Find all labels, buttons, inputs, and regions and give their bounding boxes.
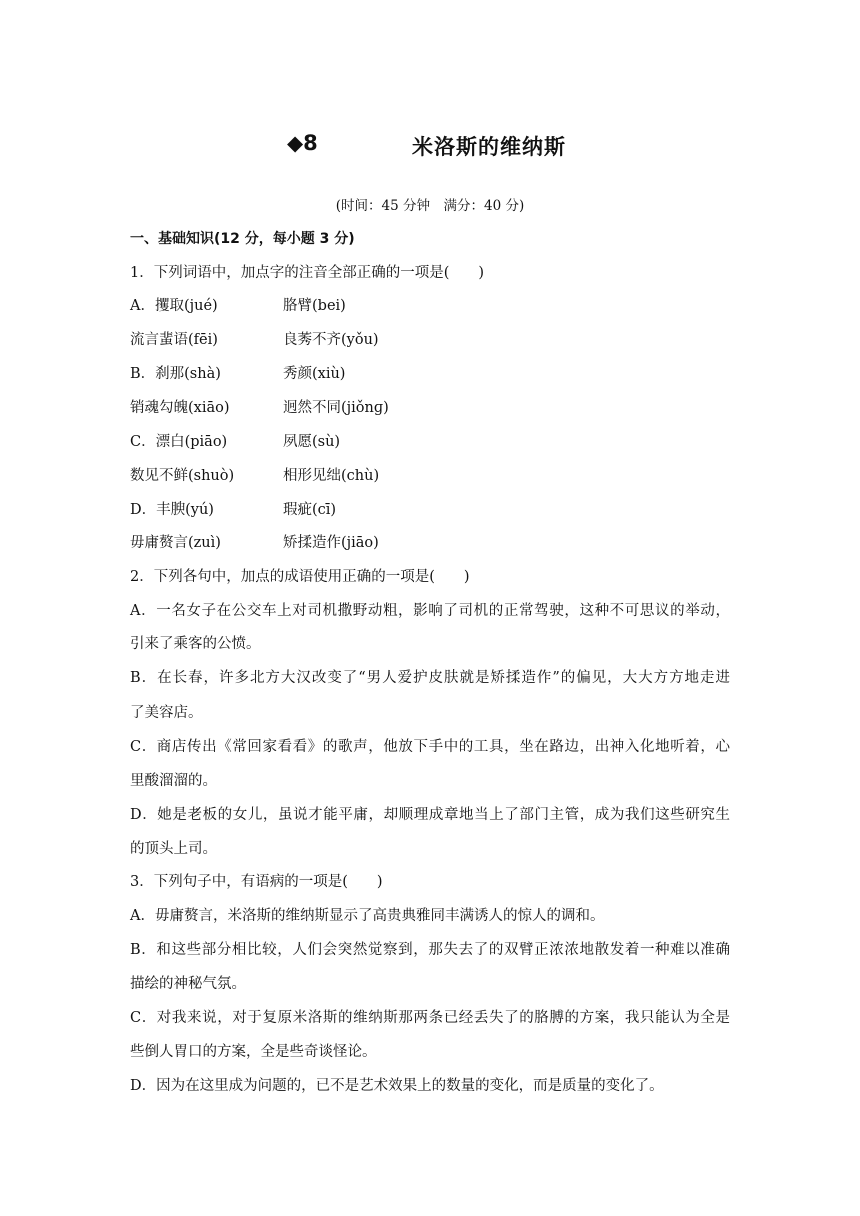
q2-line: D．她是老板的女儿，虽说才能平庸，却顺理成章地当上了部门主管，成为我们这些研究生 <box>130 807 730 823</box>
q2-line: 了美容店。 <box>130 705 203 721</box>
q2-line: A．一名女子在公交车上对司机撒野动粗，影响了司机的正常驾驶，这种不可思议的举动， <box>130 603 730 619</box>
q1-option-right: 矫揉造作(jiāo) <box>283 535 379 551</box>
q1-option-right: 夙愿(sù) <box>283 434 341 450</box>
q3-line: 描绘的神秘气氛。 <box>130 976 246 992</box>
lesson-number: ◆8 <box>287 131 318 155</box>
q2-line: 的顶头上司。 <box>130 841 217 857</box>
q1-stem: 1．下列词语中，加点字的注音全部正确的一项是( ) <box>130 265 485 281</box>
q3-line: C．对我来说，对于复原米洛斯的维纳斯那两条已经丢失了的胳膊的方案，我只能认为全是 <box>130 1010 730 1026</box>
lesson-name: 米洛斯的维纳斯 <box>412 135 566 159</box>
lesson-title <box>0 131 860 165</box>
q2-line: 里酸溜溜的。 <box>130 773 217 789</box>
exam-meta: (时间：45 分钟 满分：40 分) <box>335 198 525 214</box>
q2-line: C．商店传出《常回家看看》的歌声，他放下手中的工具，坐在路边，出神入化地听着，心 <box>130 739 730 755</box>
q1-option-left: B．刹那(shà) <box>130 366 221 382</box>
q1-option-right: 迥然不同(jiǒnɡ) <box>283 400 389 416</box>
q1-option-left: 流言蜚语(fēi) <box>130 332 218 348</box>
q2-line: 引来了乘客的公愤。 <box>130 636 261 652</box>
q2-line: B．在长春，许多北方大汉改变了“男人爱护皮肤就是矫揉造作”的偏见，大大方方地走进 <box>130 670 730 686</box>
q1-option-right: 相形见绌(chù) <box>283 468 380 484</box>
q1-option-right: 秀颜(xiù) <box>283 366 346 382</box>
q3-line: 些倒人胃口的方案，全是些奇谈怪论。 <box>130 1044 377 1060</box>
q1-option-left: D．丰腴(yú) <box>130 502 214 518</box>
q3-line: B．和这些部分相比较，人们会突然觉察到，那失去了的双臂正浓浓地散发着一种难以准确 <box>130 942 730 958</box>
q1-option-right: 瑕疵(cī) <box>283 502 337 518</box>
q3-line: A．毋庸赘言，米洛斯的维纳斯显示了高贵典雅同丰满诱人的惊人的调和。 <box>130 908 605 924</box>
q3-line: D．因为在这里成为问题的，已不是艺术效果上的数量的变化，而是质量的变化了。 <box>130 1078 664 1094</box>
q1-option-left: 销魂勾魄(xiāo) <box>130 400 230 416</box>
q3-stem: 3．下列句子中，有语病的一项是( ) <box>130 874 383 890</box>
q1-option-left: A．攫取(jué) <box>130 298 218 314</box>
section-heading: 一、基础知识(12 分，每小题 3 分) <box>130 231 355 247</box>
q1-option-right: 胳臂(bei) <box>283 298 346 314</box>
q1-option-right: 良莠不齐(yǒu) <box>283 332 379 348</box>
q2-stem: 2．下列各句中，加点的成语使用正确的一项是( ) <box>130 569 470 585</box>
q1-option-left: 毋庸赘言(zuì) <box>130 535 221 551</box>
q1-option-left: C．漂白(piāo) <box>130 434 228 450</box>
q1-option-left: 数见不鲜(shuò) <box>130 468 235 484</box>
